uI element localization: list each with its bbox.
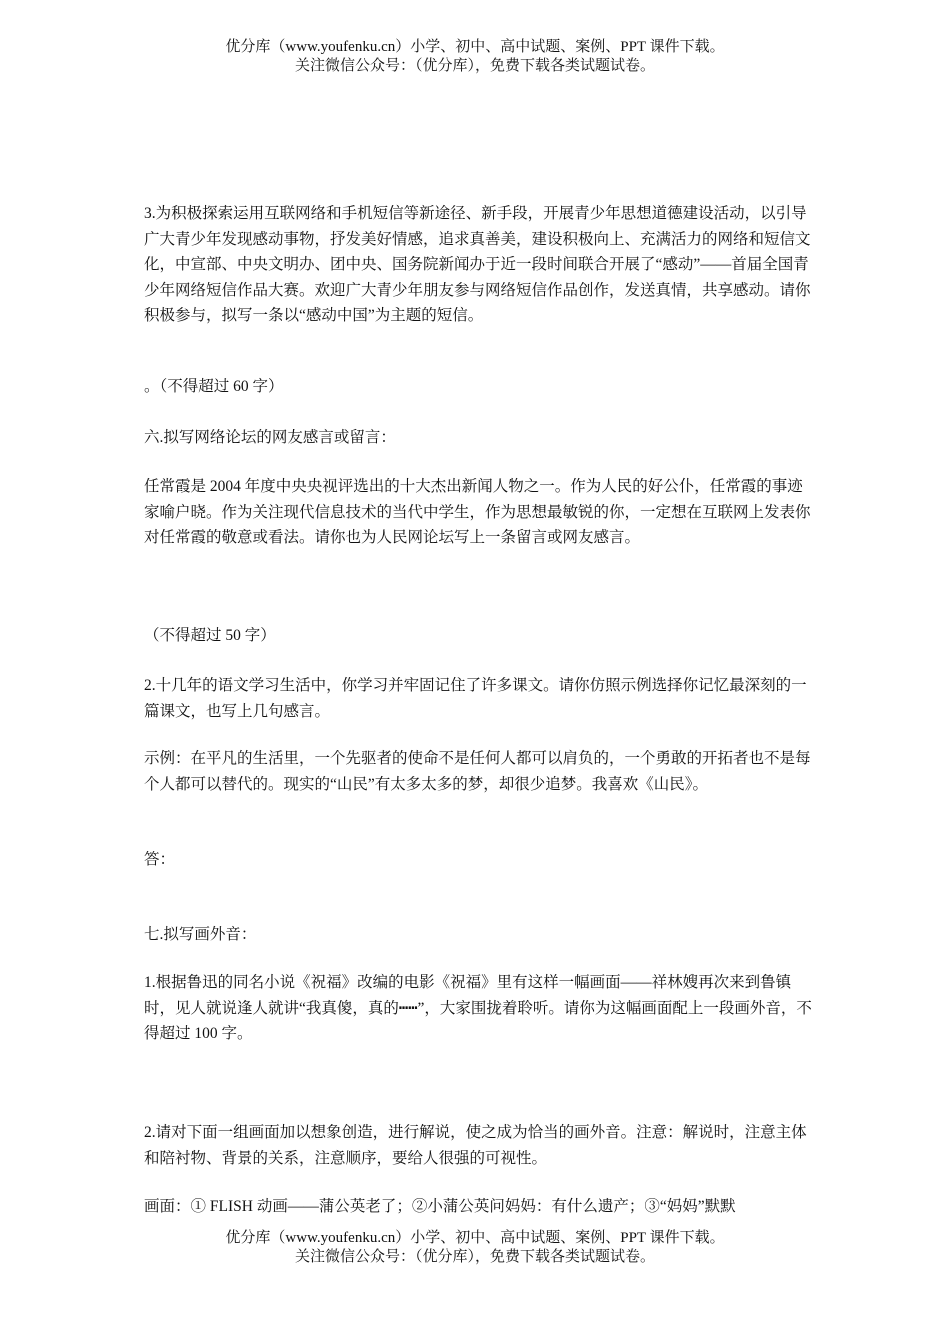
header-line-2: 关注微信公众号：（优分库），免费下载各类试题试卷。 xyxy=(294,58,655,74)
section-6-limit: （不得超过 50 字） xyxy=(144,627,276,644)
section-7-question-1: 1.根据鲁迅的同名小说《祝福》改编的电影《祝福》里有这样一幅画面——祥林嫂再次来到鲁镇时，见人就说逢人就讲“我真傻，真的┅┅”，大家围拢着聆听。请你为这幅画面配上一段画外音，不得超过 100 字。 xyxy=(144,974,812,1042)
section-7-heading: 七.拟写画外音： xyxy=(144,926,257,943)
section-6-heading: 六.拟写网络论坛的网友感言或留言： xyxy=(144,429,396,446)
section-7-question-2-frames: 画面：① FLISH 动画——蒲公英老了；②小蒲公英问妈妈：有什么遗产；③“妈妈”默默 xyxy=(144,1198,736,1215)
question-2-text: 2.十几年的语文学习生活中，你学习并牢固记住了许多课文。请你仿照示例选择你记忆最深刻的一篇课文，也写上几句感言。 xyxy=(144,677,807,720)
question-3-text: 3.为积极探索运用互联网络和手机短信等新途径、新手段，开展青少年思想道德建设活动，以引导广大青少年发现感动事物，抒发美好情感，追求真善美，建设积极向上、充满活力的网络和短信文化，中宣部、中央文明办、团中央、国务院新闻办于近一段时间联合开展了“感动”——首届全国青少年网络短信作品大赛。欢迎广大青少年朋友参与网络短信作品创作，发送真情，共享感动。请你积极参与，拟写一条以“感动中国”为主题的短信。 xyxy=(144,205,811,324)
section-6-text: 任常霞是 2004 年度中央央视评选出的十大杰出新闻人物之一。作为人民的好公仆，任常霞的事迹家喻户晓。作为关注现代信息技术的当代中学生，作为思想最敏锐的你，一定想在互联网上发表你对任常霞的敬意或看法。请你也为人民网论坛写上一条留言或网友感言。 xyxy=(144,478,811,546)
question-2-answer-label: 答： xyxy=(144,851,176,868)
header-line-1: 优分库（www.youfenku.cn）小学、初中、高中试题、案例、PPT 课件下载。 xyxy=(225,39,725,55)
page-footer xyxy=(0,1229,950,1267)
footer-line-1: 优分库（www.youfenku.cn）小学、初中、高中试题、案例、PPT 课件下载。 xyxy=(225,1230,725,1246)
footer-line-2: 关注微信公众号：（优分库），免费下载各类试题试卷。 xyxy=(294,1249,655,1265)
page-header xyxy=(0,38,950,76)
section-7-question-2: 2.请对下面一组画面加以想象创造，进行解说，使之成为恰当的画外音。注意：解说时，注意主体和陪衬物、背景的关系，注意顺序，要给人很强的可视性。 xyxy=(144,1124,807,1167)
question-3-limit: 。（不得超过 60 字） xyxy=(144,378,284,395)
question-2-example: 示例：在平凡的生活里，一个先驱者的使命不是任何人都可以肩负的，一个勇敢的开拓者也不是每个人都可以替代的。现实的“山民”有太多太多的梦，却很少追梦。我喜欢《山民》。 xyxy=(144,750,811,793)
